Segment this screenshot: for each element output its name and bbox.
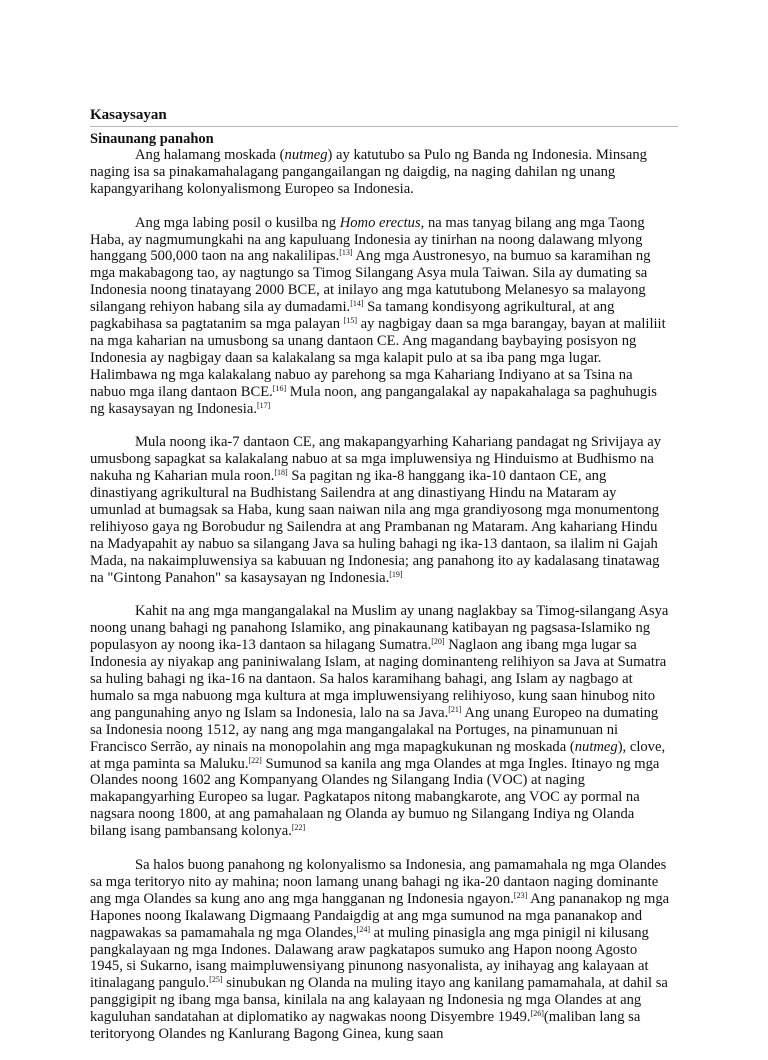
text-run: Kahit na ang mga mangangalakal na Muslim ay unang naglakbay sa Timog-silangang Asya noong unang bahagi ng panahong Islamiko, ang pinakaunang katibayan ng pagsasa-Islamiko ng populasyon ay noong ika-13 dantaon sa hilagang Sumatra. (90, 603, 669, 654)
italic-term: Homo erectus (339, 214, 421, 231)
citation-ref[interactable]: [19] (389, 569, 403, 579)
text-run: ) ay katutubo sa Pulo ng Banda ng Indonesia. Minsang naging isa sa pinakamahalagang pangangailangan ng daigdig, na naging dahilan ng unang kapangyarihang kolonyalismong Europeo sa Indonesia. (90, 147, 647, 197)
paragraph (90, 603, 670, 840)
paragraph (90, 857, 670, 1043)
article-body (90, 147, 670, 1060)
citation-ref[interactable]: [24] (356, 924, 370, 934)
citation-ref[interactable]: [20] (431, 637, 445, 647)
text-run: Ang pananakop ng mga Hapones noong Ikalawang Digmaang Pandaigdig at ang mga sumunod na mga pananakop and nagpawakas sa pamamahala ng mga Olandes, (90, 890, 670, 941)
text-run: Naglaon ang ibang mga lugar sa Indonesia ay niyakap ang paniniwalang Islam, at naging dominanteng relihiyon sa Java at Sumatra sa huling bahagi ng ika-16 na dantaon. Sa halos karamihang bahagi, ang Islam ay nagbago at humalo sa mga nabuong mga kultura at mga impluwensiyang relihiyoso, kung saan hinubog nito ang pangunahing anyo ng Islam sa Indonesia, lalo na sa Java. (90, 637, 667, 721)
text-run: Mula noon, ang pangangalakal ay napakahalaga sa paghuhugis ng kasaysayan ng Indonesia. (90, 383, 657, 417)
citation-ref[interactable]: [22] (291, 823, 306, 833)
text-run: Ang unang Europeo na dumating sa Indonesia noong 1512, ay nang ang mga mangangalakal na Portuges, na pinamunuan ni Francisco Serrão, ay ninais na monopolahin ang mga mapagkukunan ng moskada ( (90, 704, 659, 755)
text-run: , na mas tanyag bilang ang mga Taong Haba, ay nagmumungkahi na ang kapuluang Indonesia ay tinirhan na noong dalawang mlyong hanggang 500,000 taon na ang nakalilipas. (90, 214, 645, 265)
text-run: Ang halamang moskada ( (135, 147, 285, 163)
subsection-heading: Sinaunang panahon (90, 131, 214, 147)
citation-ref[interactable]: [16] (272, 383, 287, 393)
text-run: Sa tamang kondisyong agrikultural, at ang pagkabihasa sa pagtatanim sa mga palayan (90, 299, 615, 333)
paragraph (90, 434, 670, 586)
text-run: Sa pagitan ng ika-8 hanggang ika-10 dantaon CE, ang dinastiyang agrikultural na Budhistang Sailendra at ang dinastiyang Hindu na Mataram ay umunlad at bumagsak sa Haba, kung saan naiwan nila ang mga grandiyosong mga monumentong relihiyoso gaya ng Borobudur ng Sailendra at ang Prambanan ng Mataram. Ang kahariang Hindu na Madyapahit ay nabuo sa silangang Java sa huling bahagi ng ika-13 dantaon, sa ilalim ni Gajah Mada, na nakaimpluwensiya sa kabuuan ng Indonesia; ang panahong ito ay kadalasang tinatawag na "Gintong Panahon" sa kasaysayan ng Indonesia. (90, 468, 660, 586)
paragraph (90, 215, 670, 418)
citation-ref[interactable]: [15] (343, 316, 358, 326)
text-run: ay nagbigay daan sa mga barangay, bayan at maliliit na mga kaharian na umusbong sa unang dantaon CE. Ang magandang baybaying posisyon ng Indonesia ay nagbigay daan sa kalakalang sa mga kalapit pulo at sa iba pang mga lugar. Halimbawa ng mga kalakalang nabuo ay parehong sa mga Kahariang Indiyano at sa Tsina na nabuo mga ilang dantaon BCE. (90, 316, 666, 400)
text-run: sinubukan ng Olanda na muling itayo ang kanilang pamamahala, at dahil sa panggigipit ng ibang mga bansa, kinilala na ang kalayaan ng Indonesia ng mga Olandes at ang kaguluhan sandatahan at diplomatiko ay nagwakas noong Disyembre 1949. (90, 975, 668, 1026)
text-run: Sumunod sa kanila ang mga Olandes at mga Ingles. Itinayo ng mga Olandes noong 1602 ang Kompanyang Olandes ng Silangang India (VOC) at naging makapangyarhing Europeo sa lugar. Pagkatapos nitong mabangkarote, ang VOC ay pormal na nagsara noong 1800, at ang pamahalaan ng Olanda ay bumuo ng Silangang Indiya ng Olanda bilang isang pambansang kolonya. (90, 755, 660, 840)
citation-ref[interactable]: [17] (256, 400, 271, 410)
italic-term: nutmeg (574, 738, 618, 755)
italic-term: nutmeg (284, 147, 328, 163)
paragraph (90, 147, 670, 198)
text-run: Sa halos buong panahong ng kolonyalismo sa Indonesia, ang pamamahala ng mga Olandes sa mga teritoryo nito ay mahina; noon lamang unang bahagi ng ika-20 dantaon naging dominante ang mga Olandes sa kung ano ang mga hangganan ng Indonesia ngayon. (90, 857, 667, 907)
citation-ref[interactable]: [18] (274, 468, 288, 478)
citation-ref[interactable]: [25] (209, 975, 223, 985)
text-run: Mula noong ika-7 dantaon CE, ang makapangyarhing Kahariang pandagat ng Srivijaya ay umusbong sapagkat sa kalakalang nabuo at sa mga impluwensiya ng Hinduismo at Budhismo na nakuha ng Kaharian mula roon. (90, 434, 662, 485)
text-run: ), clove, at mga paminta sa Maluku. (90, 738, 666, 772)
citation-ref[interactable]: [23] (513, 890, 528, 900)
text-run: Ang mga labing posil o kusilba ng (135, 214, 340, 231)
text-run: at muling pinasigla ang mga pinigil ni kilusang pangkalayaan ng mga Indones. Dalawang araw pagkatapos sumuko ang Hapon noong Agosto 1945, si Sukarno, isang maimpluwensiyang pinunong nasyonalista, ay inihayag ang kalayaan at itinalagang pangulo. (90, 924, 649, 992)
citation-ref[interactable]: [21] (448, 704, 462, 714)
citation-ref[interactable]: [13] (339, 248, 353, 258)
section-heading: Kasaysayan (90, 106, 678, 127)
citation-ref[interactable]: [26] (530, 1009, 544, 1019)
citation-ref[interactable]: [14] (350, 299, 364, 309)
text-run: Ang mga Austronesyo, na bumuo sa karamihan ng mga makabagong tao, ay nagtungo sa Timog Silangang Asya mula Taiwan. Sila ay dumating sa Indonesia noong tinatayang 2000 BCE, at inilayo ang mga katutubong Melanesyo sa malayong silangang rehiyon habang sila ay dumadami. (90, 248, 651, 316)
citation-ref[interactable]: [22] (248, 755, 262, 765)
text-run: (maliban lang sa teritoryong Olandes ng Kanlurang Bagong Ginea, kung saan (90, 1009, 641, 1043)
